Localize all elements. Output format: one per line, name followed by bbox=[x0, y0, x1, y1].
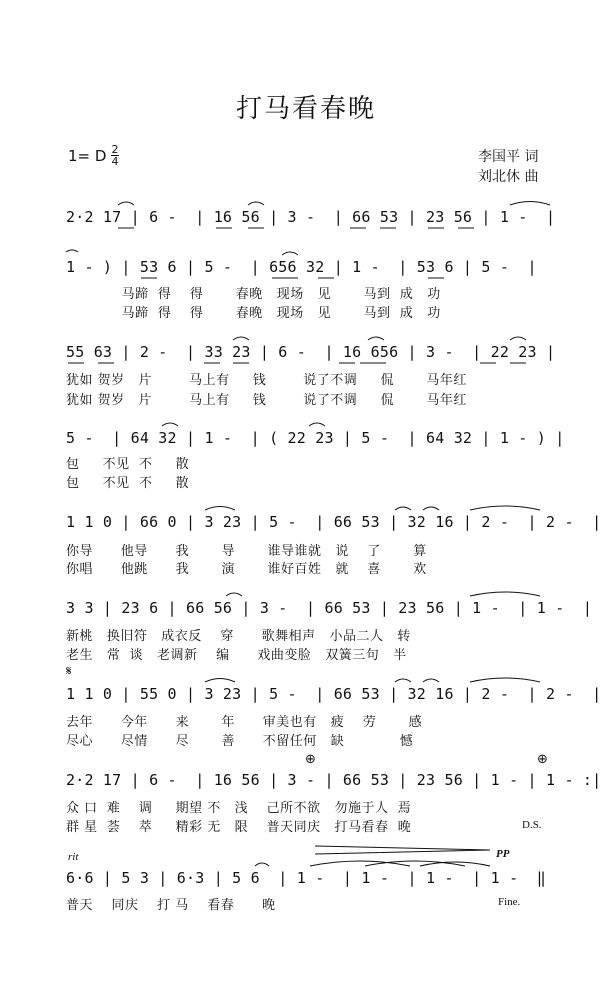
staff-line-4: 5 - | 64 32 | 1 - | ( 22 23 | 5 - | 64 32 | 1 - ) | bbox=[66, 429, 565, 447]
lyric-line-4a: 包 不见 不 散 bbox=[66, 457, 190, 472]
staff-line-8: 2·2 17 | 6 - | 16 56 | 3 - | 66 53 | 23 56 | 1 - | 1 - :| bbox=[66, 771, 602, 789]
key-signature: 1= D bbox=[68, 147, 107, 165]
fine-marking: Fine. bbox=[498, 896, 521, 908]
lyric-line-7a: 去年 今年 来 年 审美也有 疲 劳 感 bbox=[66, 715, 423, 730]
lyric-line-5b: 你唱 他跳 我 演 谁好百姓 就 喜 欢 bbox=[66, 562, 427, 577]
lyric-line-2a: 马蹄 得 得 春晚 现场 见 马到 成 功 bbox=[66, 287, 441, 302]
lyric-line-2b: 马蹄 得 得 春晚 现场 见 马到 成 功 bbox=[66, 306, 441, 321]
lyric-line-3b: 犹如 贺岁 片 马上有 钱 说了不调 侃 马年红 bbox=[66, 393, 467, 408]
staff-line-6: 3 3 | 23 6 | 66 56 | 3 - | 66 53 | 23 56 | 1 - | 1 - | bbox=[66, 599, 593, 617]
lyric-line-6b: 老生 常 谈 老调新 编 戏曲变脸 双簧三句 半 bbox=[66, 648, 407, 663]
lyric-line-4b: 包 不见 不 散 bbox=[66, 476, 190, 491]
lyric-line-5a: 你导 他导 我 导 谁导谁就 说 了 算 bbox=[66, 544, 427, 559]
time-signature bbox=[111, 144, 119, 167]
staff-line-7: 1 1 0 | 55 0 | 3 23 | 5 - | 66 53 | 32 16 | 2 - | 2 - | bbox=[66, 685, 602, 703]
lyric-line-7b: 尽心 尽情 尽 善 不留任何 缺 憾 bbox=[66, 734, 414, 749]
lyric-line-3a: 犹如 贺岁 片 马上有 钱 说了不调 侃 马年红 bbox=[66, 373, 467, 388]
time-bottom: 4 bbox=[111, 155, 119, 168]
staff-line-3: 55 63 | 2 - | 33 23 | 6 - | 16 656 | 3 - | 22 23 | bbox=[66, 343, 556, 361]
lyric-line-6a: 新桃 换旧符 成衣反 穿 歌舞相声 小品二人 转 bbox=[66, 629, 411, 644]
lyric-line-8a: 众 口 难 调 期望 不 浅 己所不欲 勿施于人 焉 bbox=[66, 801, 412, 816]
staff-line-1: 2·2 17 | 6 - | 16 56 | 3 - | 66 53 | 23 56 | 1 - | bbox=[66, 208, 556, 226]
coda-sign-2: ⊕ bbox=[537, 752, 548, 767]
lyric-line-8b: 群 星 荟 萃 精彩 无 限 普天同庆 打马看春 晚 bbox=[66, 820, 412, 835]
rit-marking: rit bbox=[68, 851, 79, 863]
lyricist-credit: 李国平 词 bbox=[478, 149, 539, 165]
staff-line-9: 6·6 | 5 3 | 6·3 | 5 6 | 1 - | 1 - | 1 - | 1 - ‖ bbox=[66, 869, 546, 887]
time-top: 2 bbox=[111, 143, 119, 156]
song-title: 打马看春晚 bbox=[235, 94, 376, 124]
staff-line-5: 1 1 0 | 66 0 | 3 23 | 5 - | 66 53 | 32 16 | 2 - | 2 - | bbox=[66, 513, 602, 531]
lyric-line-9a: 普天 同庆 打 马 看春 晚 bbox=[66, 898, 276, 913]
pp-dynamic: PP bbox=[496, 848, 510, 860]
staff-line-2: 1 - ) | 53 6 | 5 - | 656 32 | 1 - | 53 6 | 5 - | bbox=[66, 258, 537, 276]
ds-marking: D.S. bbox=[522, 819, 542, 831]
segno-sign: 𝄋 bbox=[66, 664, 72, 679]
composer-credit: 刘北休 曲 bbox=[478, 169, 539, 185]
coda-sign-1: ⊕ bbox=[305, 752, 316, 767]
